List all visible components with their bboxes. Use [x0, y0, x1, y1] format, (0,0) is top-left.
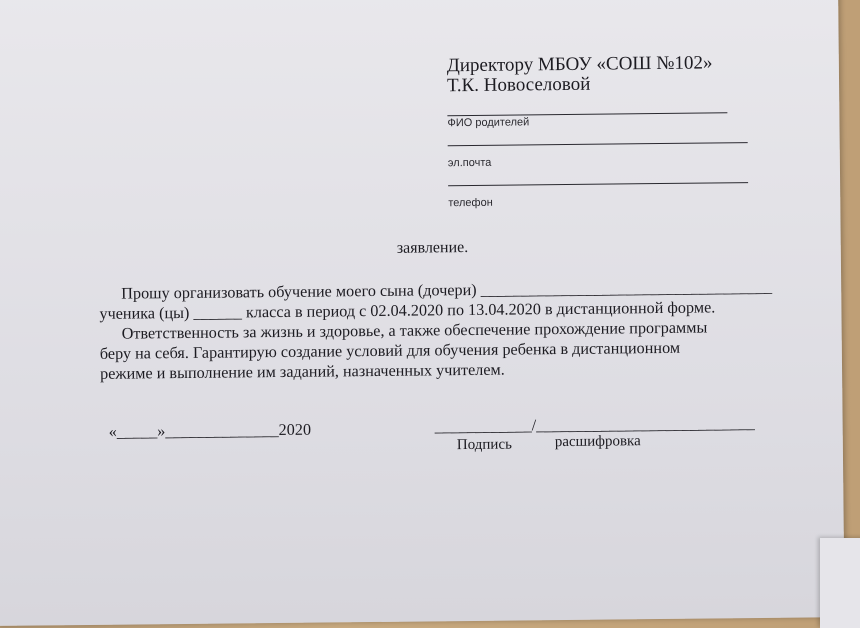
body-line-4: беру на себя. Гарантирую создание условий для обучения ребенка в дистанционном	[99, 338, 681, 363]
recipient-line-1: Директору МБОУ «СОШ №102»	[446, 52, 713, 77]
email-label: эл.почта	[447, 156, 492, 170]
recipient-line-2: Т.К. Новоселовой	[446, 73, 591, 97]
body-line-3: Ответственность за жизнь и здоровье, а также обеспечение прохождение программы	[121, 318, 708, 343]
document-title: заявление.	[396, 239, 469, 257]
body-line-2: ученика (цы) ______ класса в период с 02.04.2020 по 13.04.2020 в дистанционной форме.	[99, 298, 716, 323]
phone-line	[448, 182, 748, 186]
parent-name-line	[447, 112, 727, 116]
body-line-1: Прошу организовать обучение моего сына (дочери) ____________________________________	[121, 277, 773, 303]
second-sheet-corner	[820, 538, 860, 628]
signature-label: Подпись	[456, 436, 513, 454]
signature-line: ____________/___________________________	[434, 414, 755, 436]
email-line	[448, 142, 748, 146]
body-line-5: режиме и выполнение им заданий, назначенных учителем.	[99, 360, 505, 383]
date-field: «_____»______________2020	[108, 420, 312, 441]
phone-label: телефон	[448, 196, 493, 210]
decoding-label: расшифровка	[554, 433, 641, 451]
parent-name-label: ФИО родителей	[447, 116, 530, 130]
